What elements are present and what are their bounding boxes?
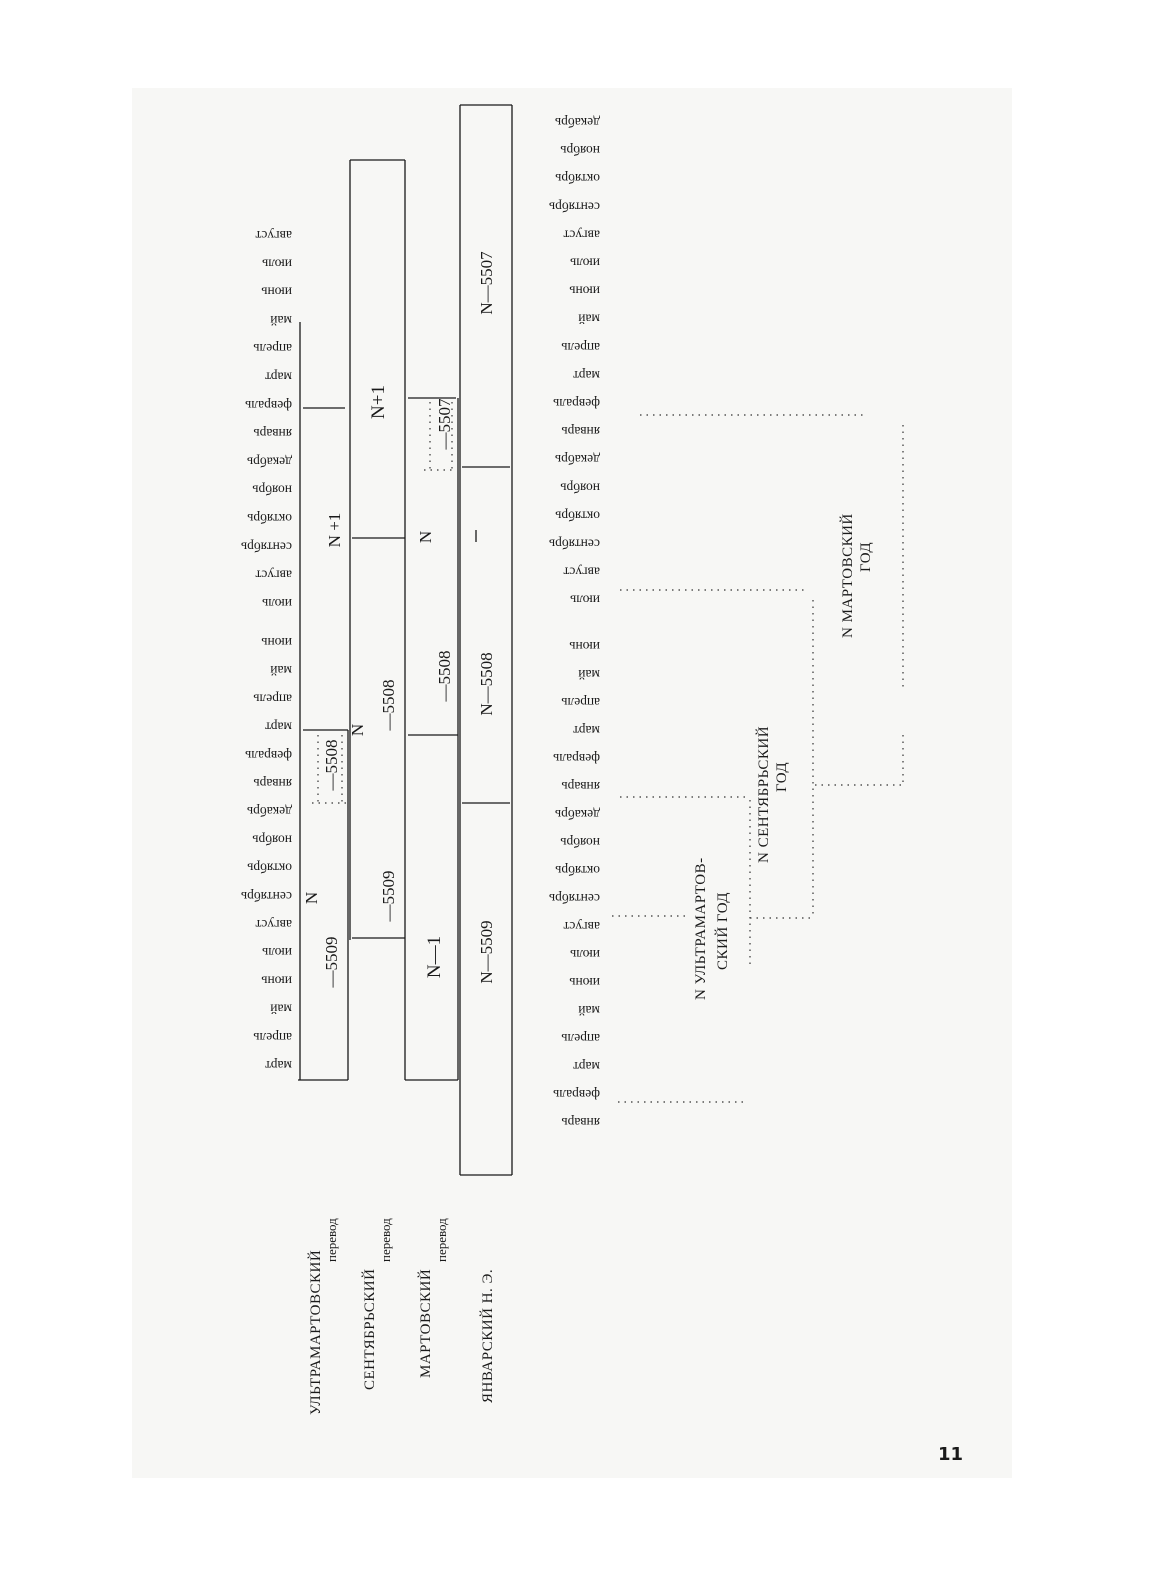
row-subtitle-mart: перевод (434, 1218, 449, 1262)
month-label: январь (561, 424, 600, 440)
mart-5508: —5508 (435, 650, 454, 702)
month-label: апрель (253, 1029, 292, 1045)
month-label: февраль (553, 396, 600, 411)
january-5508: N—5508 (477, 652, 496, 716)
month-label: январь (561, 1115, 600, 1130)
page-number: 11 (938, 1444, 964, 1465)
mart-n-minus-1: N—1 (424, 935, 445, 979)
month-label: ноябрь (560, 480, 600, 496)
january-5507: N—5507 (477, 251, 496, 315)
month-label: май (270, 312, 292, 328)
month-label: февраль (553, 751, 600, 766)
month-label: июль (570, 592, 600, 608)
month-label: июнь (261, 284, 292, 300)
month-label: июль (570, 947, 600, 962)
month-label: май (270, 663, 292, 679)
month-label: июль (262, 595, 292, 611)
row-title-september: СЕНТЯБРЬСКИЙ (362, 1268, 378, 1390)
september-year-line1: N СЕНТЯБРЬСКИЙ (756, 725, 772, 863)
month-label: ноябрь (560, 143, 600, 159)
month-label: март (265, 1058, 292, 1073)
month-label: октябрь (247, 860, 292, 876)
month-label: февраль (245, 747, 292, 763)
month-label: июль (262, 256, 292, 272)
ultramart-n: N (302, 891, 321, 905)
month-label: май (578, 1003, 600, 1018)
month-label: август (255, 567, 292, 583)
month-label: октябрь (555, 171, 600, 187)
january-5509: N—5509 (477, 920, 496, 984)
ultramart-year-line2: СКИЙ ГОД (715, 891, 731, 970)
mart-5507: —5507 (435, 398, 454, 450)
month-label: ноябрь (252, 832, 292, 848)
month-label: сентябрь (548, 536, 600, 552)
september-n-plus-1: N+1 (368, 385, 389, 419)
month-label: август (563, 919, 600, 934)
month-label: июль (262, 945, 292, 961)
january-band (460, 105, 512, 1175)
ultramart-n-plus-1: N +1 (325, 512, 344, 548)
ultramart-5509: —5509 (322, 936, 341, 988)
ultramart-year-line1: N УЛЬТРАМАРТОВ- (693, 857, 709, 1000)
month-label: декабрь (247, 804, 292, 820)
month-label: январь (253, 426, 292, 442)
month-label: май (270, 1001, 292, 1017)
month-label: июнь (569, 283, 600, 299)
mart-year-line2: ГОД (858, 541, 874, 572)
month-label: февраль (245, 397, 292, 413)
year-labels (693, 513, 874, 1000)
month-label: июнь (569, 639, 600, 654)
month-label: август (255, 917, 292, 932)
left-month-column (241, 228, 292, 1073)
month-label: декабрь (555, 115, 600, 130)
month-label: март (265, 719, 292, 735)
month-label: апрель (253, 691, 292, 707)
month-label: декабрь (555, 452, 600, 468)
right-month-column (549, 115, 600, 1130)
month-label: сентябрь (548, 199, 600, 215)
month-label: июнь (261, 635, 292, 650)
month-label: май (578, 311, 600, 327)
month-label: март (573, 723, 600, 738)
september-5508: —5508 (379, 679, 398, 731)
month-label: апрель (561, 339, 600, 355)
month-label: декабрь (555, 807, 600, 822)
month-label: сентябрь (240, 539, 292, 555)
month-label: февраль (553, 1087, 600, 1102)
september-band (348, 160, 405, 1080)
ultramart-5508: —5508 (322, 739, 341, 791)
row-title-january: ЯНВАРСКИЙ Н. Э. (480, 1268, 496, 1403)
month-label: апрель (253, 341, 292, 357)
row-title-ultramart: УЛЬТРАМАРТОВСКИЙ (308, 1249, 324, 1415)
month-label: май (578, 667, 600, 682)
month-label: январь (561, 779, 600, 794)
row-subtitle-september: перевод (378, 1218, 393, 1262)
month-label: декабрь (247, 454, 292, 470)
month-label: июнь (569, 975, 600, 990)
mart-band (405, 398, 458, 1080)
month-label: июнь (261, 973, 292, 989)
month-label: март (265, 369, 292, 385)
month-label: март (573, 1059, 600, 1074)
ultramart-band (298, 322, 348, 1080)
month-label: июль (570, 255, 600, 271)
month-label: апрель (561, 1031, 600, 1046)
month-label: август (255, 228, 292, 243)
month-label: ноябрь (252, 482, 292, 498)
month-label: апрель (561, 695, 600, 710)
row-title-mart: МАРТОВСКИЙ (418, 1268, 434, 1378)
month-label: август (563, 564, 600, 580)
row-subtitle-ultramart: перевод (324, 1218, 339, 1262)
month-label: октябрь (247, 511, 292, 526)
september-5509: —5509 (379, 870, 398, 922)
month-label: сентябрь (548, 891, 600, 906)
month-label: сентябрь (240, 888, 292, 904)
september-year-line2: ГОД (774, 761, 790, 792)
month-label: ноябрь (560, 835, 600, 850)
mart-n: N (416, 530, 435, 544)
month-label: август (563, 227, 600, 243)
mart-year-line1: N МАРТОВСКИЙ (840, 513, 856, 638)
month-label: март (573, 367, 600, 383)
row-titles (307, 1218, 496, 1415)
september-n: N (348, 723, 367, 737)
month-label: январь (253, 776, 292, 791)
month-label: октябрь (555, 508, 600, 524)
month-label: октябрь (555, 863, 600, 878)
